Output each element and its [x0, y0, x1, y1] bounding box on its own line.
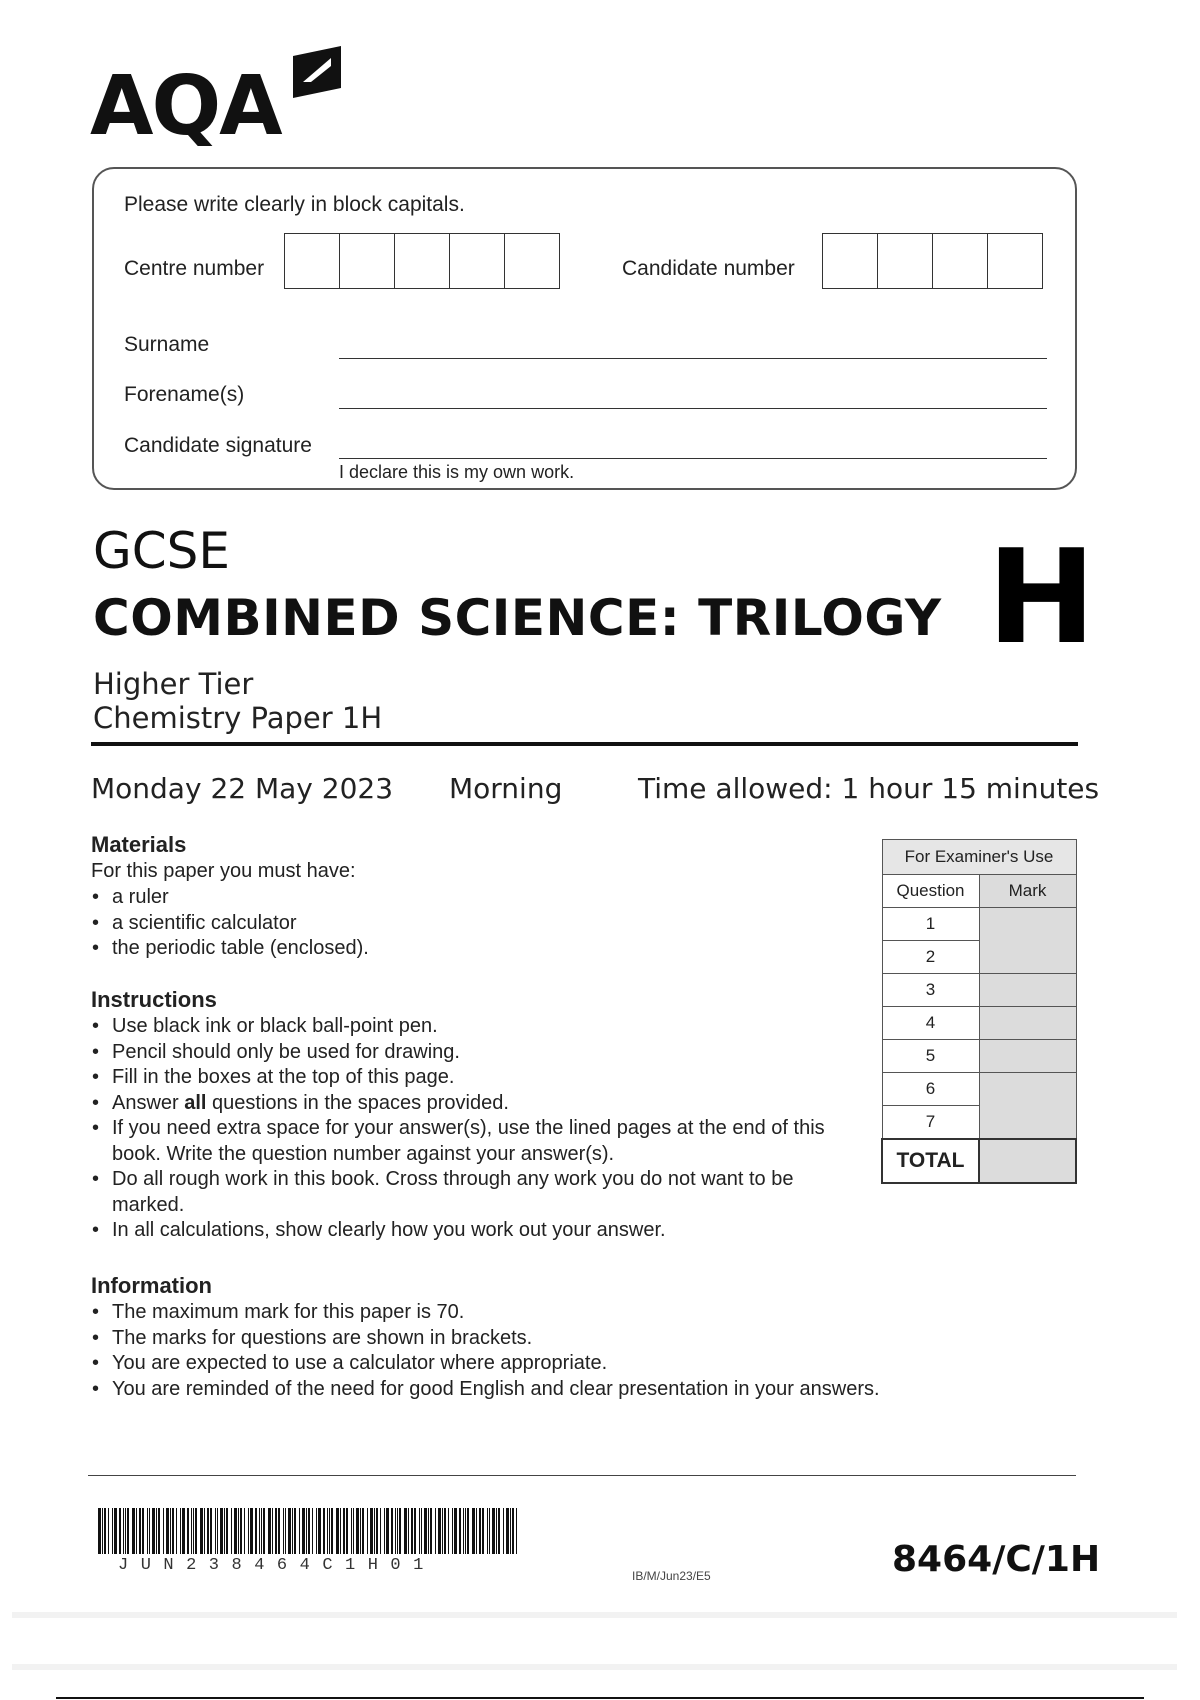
barcode-icon: [98, 1508, 522, 1554]
materials-list: [91, 885, 851, 962]
tier-name: Higher Tier: [93, 667, 254, 701]
surname-field[interactable]: [339, 358, 1047, 359]
exam-session: Morning: [449, 772, 563, 805]
subject-title: COMBINED SCIENCE: TRILOGY: [93, 589, 942, 647]
forenames-label: Forename(s): [124, 383, 245, 406]
digit-box[interactable]: [988, 234, 1042, 288]
next-page-edge: [56, 1697, 1144, 1699]
qualification-title: GCSE: [93, 522, 230, 580]
digit-box[interactable]: [395, 234, 450, 288]
tier-letter: H: [987, 521, 1096, 673]
question-column-header: Question: [882, 875, 979, 908]
digit-box[interactable]: [505, 234, 559, 288]
list-item: • The marks for questions are shown in brackets.: [91, 1326, 1091, 1352]
list-item: • a scientific calculator: [91, 911, 851, 937]
examiner-use-table: [881, 839, 1077, 1184]
list-item: • In all calculations, show clearly how you work out your answer.: [91, 1218, 861, 1244]
list-item: • You are reminded of the need for good English and clear presentation in your answers.: [91, 1377, 1091, 1403]
list-item: • the periodic table (enclosed).: [91, 936, 851, 962]
list-item: • Fill in the boxes at the top of this page.: [91, 1065, 861, 1091]
signature-field[interactable]: [339, 458, 1047, 459]
signature-label: Candidate signature: [124, 434, 312, 457]
instructions-list: [91, 1014, 861, 1244]
instructions-section: [91, 987, 861, 1244]
mark-cell[interactable]: [979, 1073, 1076, 1140]
materials-intro: For this paper you must have:: [91, 860, 356, 882]
declaration-text: I declare this is my own work.: [339, 462, 575, 482]
logo-text: AQA: [90, 59, 281, 154]
list-item: • Use black ink or black ball-point pen.: [91, 1014, 861, 1040]
digit-box[interactable]: [340, 234, 395, 288]
digit-box[interactable]: [878, 234, 933, 288]
question-number: 5: [882, 1040, 979, 1073]
candidate-details-box: [92, 167, 1077, 490]
mark-cell[interactable]: [979, 1040, 1076, 1073]
digit-box[interactable]: [823, 234, 878, 288]
aqa-logo: [90, 44, 350, 154]
question-number: 3: [882, 974, 979, 1007]
footer-divider: [88, 1475, 1076, 1476]
mark-cell[interactable]: [979, 908, 1076, 974]
time-allowed: Time allowed: 1 hour 15 minutes: [638, 772, 1100, 805]
list-item: • Answer all questions in the spaces provided.: [91, 1091, 861, 1117]
centre-number-boxes[interactable]: [284, 233, 560, 289]
total-mark-cell[interactable]: [979, 1139, 1076, 1183]
reference-code: IB/M/Jun23/E5: [632, 1569, 711, 1583]
digit-box[interactable]: [285, 234, 340, 288]
page-separator: [12, 1664, 1177, 1670]
materials-heading: Materials: [91, 832, 187, 857]
title-divider: [91, 742, 1078, 746]
information-heading: Information: [91, 1273, 212, 1298]
surname-label: Surname: [124, 333, 210, 356]
materials-section: [91, 832, 851, 962]
list-item: • Do all rough work in this book. Cross through any work you do not want to be marked.: [91, 1167, 861, 1218]
examiner-table-title: For Examiner's Use: [882, 840, 1076, 875]
aqa-swoosh-icon: [285, 44, 343, 106]
exam-date: Monday 22 May 2023: [91, 772, 394, 805]
information-list: [91, 1300, 1091, 1402]
total-label: TOTAL: [882, 1139, 979, 1183]
instructions-heading: Instructions: [91, 987, 217, 1012]
centre-number-label: Centre number: [124, 257, 265, 280]
question-number: 1: [882, 908, 979, 941]
list-item: • a ruler: [91, 885, 851, 911]
mark-cell[interactable]: [979, 974, 1076, 1007]
digit-box[interactable]: [933, 234, 988, 288]
digit-box[interactable]: [450, 234, 505, 288]
information-section: [91, 1273, 1091, 1402]
question-number: 2: [882, 941, 979, 974]
mark-cell[interactable]: [979, 1007, 1076, 1040]
candidate-number-boxes[interactable]: [822, 233, 1043, 289]
list-item: • You are expected to use a calculator where appropriate.: [91, 1351, 1091, 1377]
barcode-text: JUN238464C1H01: [118, 1556, 436, 1575]
question-number: 6: [882, 1073, 979, 1106]
list-item: • Pencil should only be used for drawing.: [91, 1040, 861, 1066]
candidate-number-label: Candidate number: [622, 257, 795, 280]
forenames-field[interactable]: [339, 408, 1047, 409]
block-capitals-instruction: Please write clearly in block capitals.: [124, 193, 465, 216]
page-separator: [12, 1612, 1177, 1618]
mark-column-header: Mark: [979, 875, 1076, 908]
question-number: 7: [882, 1106, 979, 1140]
list-item: • The maximum mark for this paper is 70.: [91, 1300, 1091, 1326]
question-number: 4: [882, 1007, 979, 1040]
list-item: • If you need extra space for your answer(s), use the lined pages at the end of this book. Write the question number against your answer(s).: [91, 1116, 861, 1167]
paper-name: Chemistry Paper 1H: [93, 701, 383, 735]
paper-code: 8464/C/1H: [892, 1539, 1101, 1580]
